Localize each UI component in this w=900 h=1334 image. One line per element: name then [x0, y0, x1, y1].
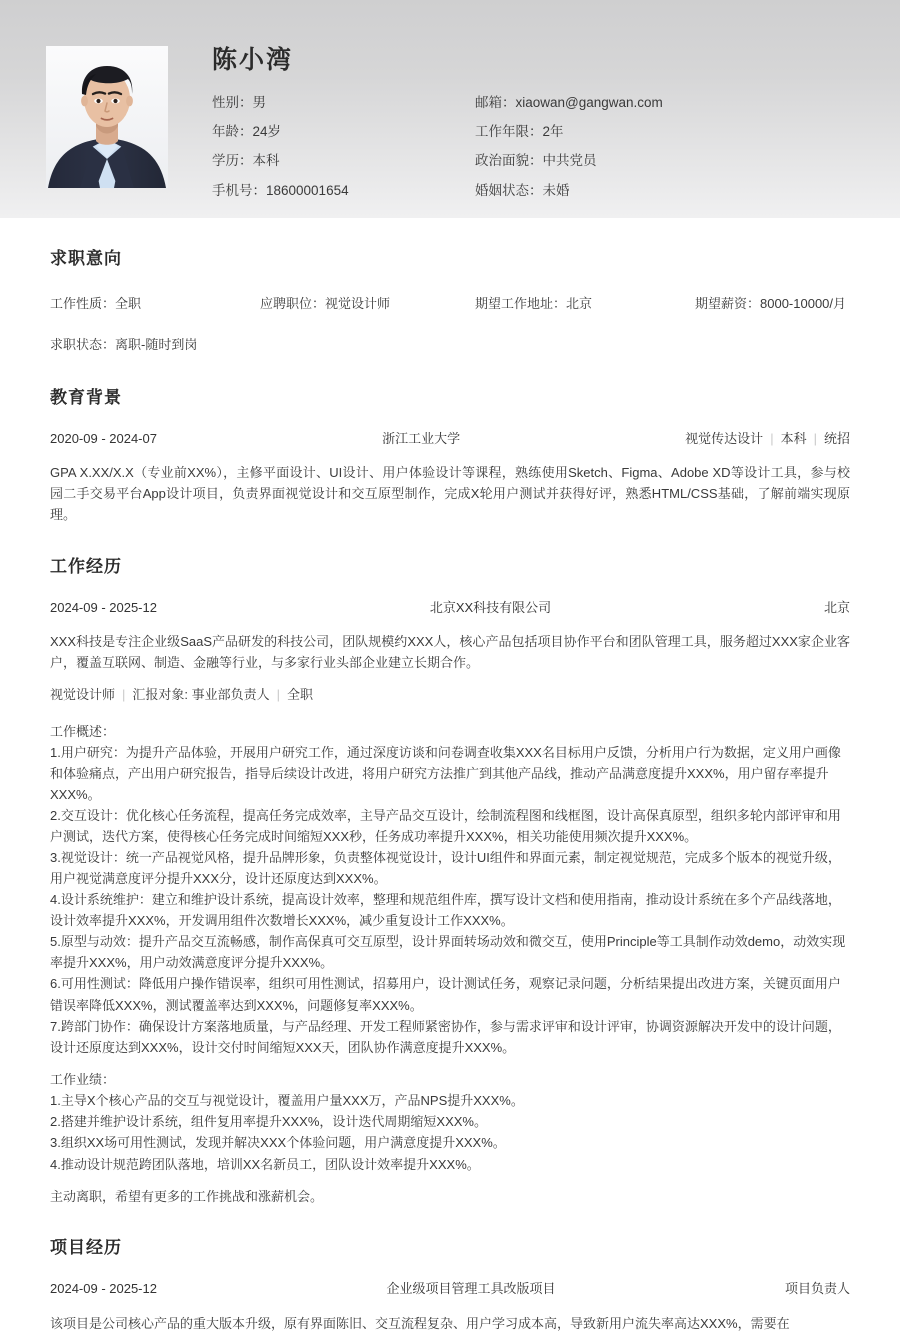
intent-status-label: 求职状态：: [50, 337, 116, 352]
info-political-label: 政治面貌：: [475, 153, 543, 169]
work-overview-item: 6.可用性测试：降低用户操作错误率，组织可用性测试，招募用户，设计测试任务，观察记录问题，分析结果提出改进方案，关键页面用户错误率降低XXX%，测试覆盖率达到XXX%，问题修复率XXX%。: [50, 976, 841, 1013]
work-location: 北京: [823, 600, 850, 616]
portrait-photo-icon: [46, 46, 168, 188]
education-date: 2020-09 - 2024-07: [50, 431, 157, 446]
intent-salary-label: 期望薪资：: [695, 296, 761, 311]
intent-salary: [695, 293, 846, 312]
info-phone-value: 18600001654: [266, 182, 349, 198]
intent-job-type-label: 工作性质：: [50, 296, 116, 311]
avatar: [46, 46, 168, 188]
education-description: GPA X.XX/X.X（专业前XX%），主修平面设计、UI设计、用户体验设计等课程，熟练使用Sketch、Figma、Adobe XD等设计工具，参与校园二手交易平台App设计项目，负责界面视觉设计和交互原型制作，完成X轮用户测试并获得好评，熟悉HTML/CSS基础，了解前端实现原理。: [50, 464, 850, 522]
info-phone-label: 手机号：: [212, 182, 266, 198]
section-job-intent: [50, 218, 850, 353]
work-job-type: 全职: [287, 687, 314, 703]
info-marital: [475, 183, 900, 199]
spacer: [50, 1058, 850, 1070]
info-marital-value: 未婚: [542, 182, 570, 198]
project-name: 企业级项目管理工具改版项目: [386, 1281, 556, 1297]
intent-position-value: 视觉设计师: [325, 296, 391, 311]
section-work-experience: [50, 525, 850, 1207]
section-title-education: 教育背景: [50, 388, 122, 407]
job-intent-row-1: [50, 293, 850, 312]
page-title: 陈小湾: [212, 46, 294, 74]
info-work-years-value: 2年: [542, 124, 564, 140]
resume-content: [0, 218, 900, 1334]
intent-status-value: 离职-随时到岗: [115, 337, 198, 352]
info-age: [212, 124, 475, 140]
info-gender-value: 男: [252, 95, 266, 110]
education-admission: 统招: [823, 431, 850, 446]
info-political-value: 中共党员: [542, 153, 597, 169]
work-achievement-title: 工作业绩：: [50, 1072, 116, 1088]
info-phone: [212, 183, 475, 199]
intent-salary-value: 8000-10000/月: [760, 296, 847, 311]
info-gender: [212, 95, 475, 111]
info-gender-label: 性别：: [212, 95, 253, 110]
info-age-label: 年龄：: [212, 124, 253, 140]
info-email-label: 邮箱：: [475, 95, 516, 110]
intent-location: [475, 293, 695, 312]
info-email: [475, 95, 900, 111]
work-overview-item: 3.视觉设计：统一产品视觉风格，提升品牌形象，负责整体视觉设计，设计UI组件和界面元素，制定视觉规范，完成多个版本的视觉升级，用户视觉满意度评分提升XXX分，设计还原度达到XXX%。: [50, 850, 841, 887]
personal-info-grid: [212, 95, 900, 199]
resume-header: [0, 0, 900, 218]
info-marital-label: 婚姻状态：: [475, 182, 543, 198]
work-overview-item: 5.原型与动效：提升产品交互流畅感，制作高保真可交互原型，设计界面转场动效和微交互，使用Principle等工具制作动效demo，动效实现率提升XXX%，用户动效满意度评分提升XXX%。: [50, 934, 846, 971]
header-info: [212, 46, 900, 199]
education-school: 浙江工业大学: [382, 431, 461, 446]
intent-location-value: 北京: [566, 296, 593, 311]
info-education-label: 学历：: [212, 153, 253, 169]
intent-position: [260, 293, 475, 312]
separator-icon: |: [276, 687, 281, 703]
work-company-description: XXX科技是专注企业级SaaS产品研发的科技公司，团队规模约XXX人，核心产品包括项目协作平台和团队管理工具，服务超过XXX家企业客户，覆盖互联网、制造、金融等行业，与多家行业头部企业建立长期合作。: [50, 633, 850, 670]
work-position-meta: [50, 687, 850, 704]
work-entry-header: [50, 600, 850, 617]
intent-location-label: 期望工作地址：: [475, 296, 567, 311]
section-education: [50, 353, 850, 525]
education-tags: [685, 431, 850, 448]
info-work-years: [475, 124, 900, 140]
project-description: 该项目是公司核心产品的重大版本升级，原有界面陈旧、交互流程复杂、用户学习成本高，导致新用户流失率高达XXX%，需要在: [50, 1316, 790, 1332]
work-achievement-item: 3.组织XX场可用性测试，发现并解决XXX个体验问题，用户满意度提升XXX%。: [50, 1135, 506, 1151]
info-work-years-label: 工作年限：: [475, 124, 543, 140]
project-role: 项目负责人: [784, 1281, 850, 1297]
work-leave-reason: 主动离职，希望有更多的工作挑战和涨薪机会。: [50, 1189, 324, 1205]
work-overview-item: 4.设计系统维护：建立和维护设计系统，提高设计效率，整理和规范组件库，撰写设计文档和使用指南，推动设计系统在多个产品线落地，设计效率提升XXX%，开发调用组件次数增长XXX%，减少重复设计工作XXX%。: [50, 892, 841, 929]
info-education-value: 本科: [252, 153, 280, 169]
spacer: [50, 1175, 850, 1187]
education-major: 视觉传达设计: [685, 431, 764, 446]
work-position: 视觉设计师: [50, 687, 116, 703]
separator-icon: |: [122, 687, 126, 703]
section-project-experience: [50, 1207, 850, 1334]
work-overview-item: 1.用户研究：为提升产品体验，开展用户研究工作，通过深度访谈和问卷调查收集XXX名目标用户反馈，分析用户行为数据，定义用户画像和体验痛点，产出用户研究报告，指导后续设计改进，将用户研究方法推广到其他产品线，推动产品满意度提升XXX%，用户留存率提升XXX%。: [50, 744, 841, 803]
work-overview-item: 7.跨部门协作：确保设计方案落地质量，与产品经理、开发工程师紧密协作，参与需求评审和设计评审，协调资源解决开发中的设计问题，设计还原度达到XXX%，设计交付时间缩短XXX天，团队协作满意度提升XXX%。: [50, 1018, 841, 1055]
work-company: 北京XX科技有限公司: [429, 600, 552, 616]
work-date: 2024-09 - 2025-12: [50, 600, 157, 616]
section-title-project-experience: 项目经历: [50, 1238, 122, 1258]
work-achievement-item: 1.主导X个核心产品的交互与视觉设计，覆盖用户量XXX万，产品NPS提升XXX%。: [50, 1093, 524, 1109]
work-overview-item: 2.交互设计：优化核心任务流程，提高任务完成效率，主导产品交互设计，绘制流程图和线框图，设计高保真原型，组织多轮内部评审和用户测试，迭代方案，使得核心任务完成时间缩短XXX秒，任务成功率提升XXX%，相关功能使用频次提升XXX%。: [50, 808, 841, 845]
project-date: 2024-09 - 2025-12: [50, 1281, 157, 1297]
work-achievement-item: 2.搭建并维护设计系统，组件复用率提升XXX%，设计迭代周期缩短XXX%。: [50, 1114, 487, 1130]
work-details: [50, 721, 850, 1207]
work-overview-title: 工作概述：: [50, 723, 116, 739]
info-education: [212, 153, 475, 169]
work-achievement-item: 4.推动设计规范跨团队落地，培训XX名新员工，团队设计效率提升XXX%。: [50, 1156, 480, 1172]
section-title-job-intent: 求职意向: [50, 249, 122, 268]
job-intent-row-2: [50, 334, 850, 353]
intent-job-type: [50, 293, 260, 312]
separator-icon: |: [770, 431, 774, 446]
info-age-value: 24岁: [252, 124, 282, 140]
work-report-to: 汇报对象: 事业部负责人: [132, 687, 270, 703]
project-entry-header: [50, 1281, 850, 1298]
section-title-work-experience: 工作经历: [50, 557, 122, 577]
separator-icon: |: [813, 431, 817, 446]
education-degree: 本科: [780, 431, 807, 446]
info-political: [475, 153, 900, 169]
intent-position-label: 应聘职位：: [260, 296, 326, 311]
education-entry-header: [50, 431, 850, 448]
intent-job-type-value: 全职: [115, 296, 142, 311]
info-email-value: xiaowan@gangwan.com: [515, 95, 663, 110]
